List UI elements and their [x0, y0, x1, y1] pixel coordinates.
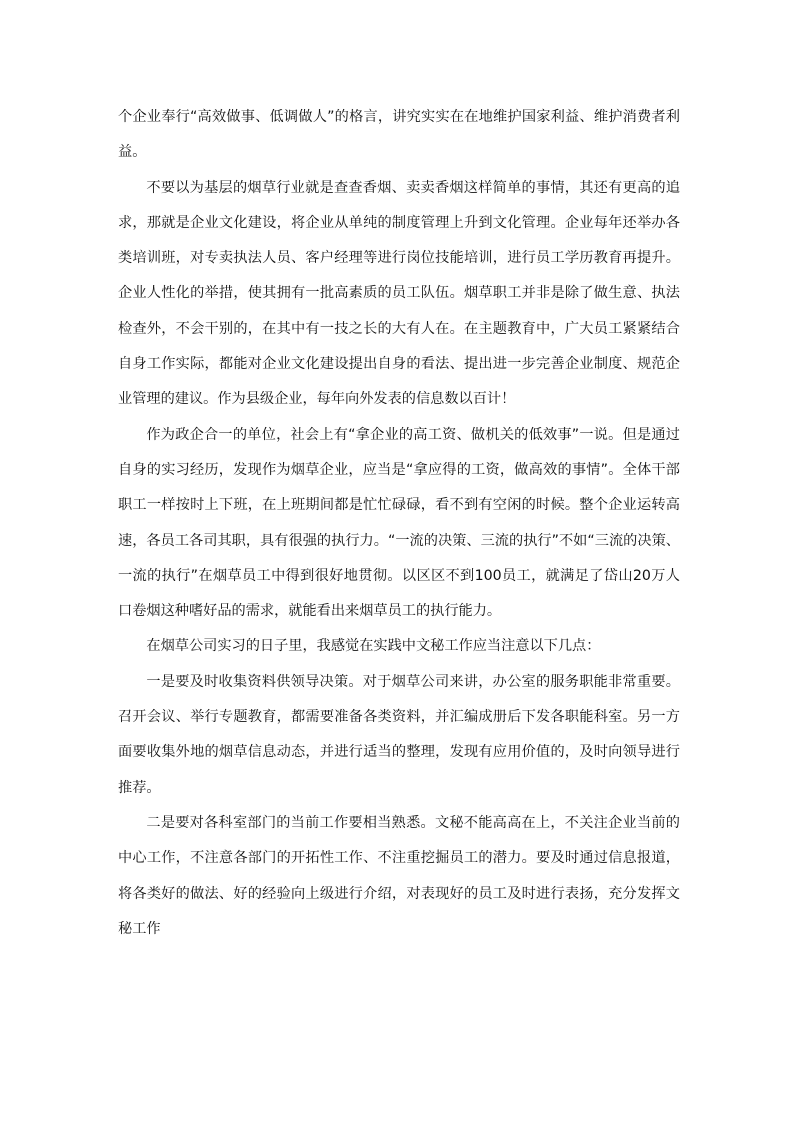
paragraph-6: 二是要对各科室部门的当前工作要相当熟悉。文秘不能高高在上，不关注企业当前的中心工作，不注意各部门的开拓性工作、不注重挖掘员工的潜力。要及时通过信息报道，将各类好的做法、好的经验向上级进行介绍，对表现好的员工及时进行表扬，充分发挥文秘工作: [118, 814, 680, 937]
paragraph-4: 在烟草公司实习的日子里，我感觉在实践中文秘工作应当注意以下几点：: [146, 638, 601, 655]
paragraph-5: 一是要及时收集资料供领导决策。对于烟草公司来讲，办公室的服务职能非常重要。召开会议、举行专题教育，都需要准备各类资料，并汇编成册后下发各职能科室。另一方面要收集外地的烟草信息动态，并进行适当的整理，发现有应用价值的，及时向领导进行推荐。: [118, 673, 680, 796]
paragraph-1: 个企业奉行“高效做事、低调做人”的格言，讲究实实在在地维护国家利益、维护消费者利益。: [118, 109, 680, 161]
body-text: [118, 100, 680, 947]
paragraph-3: 作为政企合一的单位，社会上有“拿企业的高工资、做机关的低效事”一说。但是通过自身的实习经历，发现作为烟草企业，应当是“拿应得的工资，做高效的事情”。全体干部职工一样按时上下班，在上班期间都是忙忙碌碌，看不到有空闲的时候。整个企业运转高速，各员工各司其职，具有很强的执行力。“一流的决策、三流的执行”不如“三流的决策、一流的执行”在烟草员工中得到很好地贯彻。以区区不到100员工，就满足了岱山20万人口卷烟这种嗜好品的需求，就能看出来烟草员工的执行能力。: [118, 426, 680, 620]
paragraph-2: 不要以为基层的烟草行业就是查查香烟、卖卖香烟这样简单的事情，其还有更高的追求，那就是企业文化建设，将企业从单纯的制度管理上升到文化管理。企业每年还举办各类培训班，对专卖执法人员、客户经理等进行岗位技能培训，进行员工学历教育再提升。企业人性化的举措，使其拥有一批高素质的员工队伍。烟草职工并非是除了做生意、执法检查外，不会干别的，在其中有一技之长的大有人在。在主题教育中，广大员工紧紧结合自身工作实际，都能对企业文化建设提出自身的看法、提出进一步完善企业制度、规范企业管理的建议。作为县级企业，每年向外发表的信息数以百计！: [118, 179, 680, 408]
